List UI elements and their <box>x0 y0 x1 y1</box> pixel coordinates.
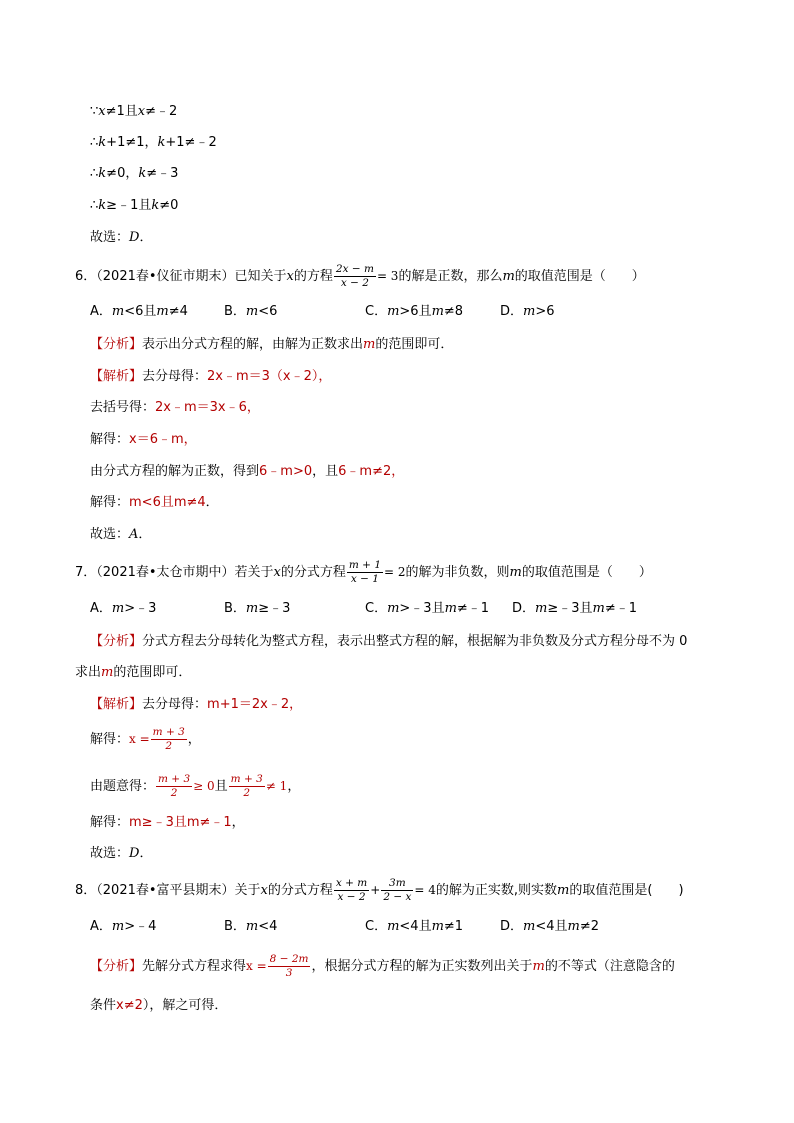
q8-option-b[interactable]: B．m<4 <box>224 919 278 934</box>
q7-option-d[interactable]: D．m≥﹣3且m≠﹣1 <box>512 601 638 616</box>
q7-condition-fraction-1: $\frac{m + 3}{2}$ <box>158 773 191 799</box>
q6-equation-fraction: $\frac{2x - m}{x - 2}$ <box>335 263 374 289</box>
top-line-2: ∴k+1≠1，k+1≠﹣2 <box>90 135 217 150</box>
q7-option-c[interactable]: C．m>﹣3且m≠﹣1 <box>365 601 490 616</box>
q7-stem: 7．（2021春•太仓市期中）若关于x的分式方程 $\frac{m + 1}{x - 1}$ = 2的解为非负数，则m的取值范围是（ ） <box>75 559 652 585</box>
q6-option-c[interactable]: C．m>6且m≠8 <box>365 304 464 319</box>
q6-solution-2: 去括号得：2x﹣m＝3x﹣6， <box>90 400 260 415</box>
q8-analysis-1: 【分析】先解分式方程求得x = $\frac{8 - 2m}{3}$ ，根据分式方程的解为正实数列出关于m的不等式（注意隐含的 <box>90 953 675 979</box>
q6-answer: 故选：A． <box>90 527 152 542</box>
q7-option-b[interactable]: B．m≥﹣3 <box>224 601 291 616</box>
top-line-4: ∴k≥﹣1且k≠0 <box>90 198 179 213</box>
q6-option-a[interactable]: A．m<6且m≠4 <box>90 304 188 319</box>
q6-solution-1: 【解析】去分母得：2x﹣m＝3（x﹣2）， <box>90 369 332 384</box>
top-line-1: ∵x≠1且x≠﹣2 <box>90 104 178 119</box>
q6-solution-4: 由分式方程的解为正数，得到6﹣m>0，且6﹣m≠2， <box>90 464 405 479</box>
q8-analysis-2: 条件x≠2），解之可得． <box>90 998 228 1013</box>
q7-solution-fraction: $\frac{m + 3}{2}$ <box>152 726 185 752</box>
q8-option-a[interactable]: A．m>﹣4 <box>90 919 157 934</box>
q6-option-b[interactable]: B．m<6 <box>224 304 278 319</box>
q8-option-c[interactable]: C．m<4且m≠1 <box>365 919 464 934</box>
q7-solution-4: 解得：m≥﹣3且m≠﹣1， <box>90 815 245 830</box>
q8-stem: 8．（2021春•富平县期末）关于x的分式方程 $\frac{x + m}{x - 2}$ + $\frac{3m}{2 - x}$ = 4的解为正实数,则实数m的取值范围是( ) <box>75 877 684 903</box>
q7-equation-fraction: $\frac{m + 1}{x - 1}$ <box>348 559 382 585</box>
q6-analysis: 【分析】表示出分式方程的解，由解为正数求出m的范围即可． <box>90 337 454 352</box>
q6-solution-5: 解得：m<6且m≠4． <box>90 495 219 510</box>
q6-option-d[interactable]: D．m>6 <box>500 304 555 319</box>
top-answer: 故选：D． <box>90 230 153 245</box>
q7-analysis-2: 求出m的范围即可． <box>75 665 192 680</box>
q7-condition-fraction-2: $\frac{m + 3}{2}$ <box>230 773 263 799</box>
q7-solution-3: 由题意得： $\frac{m + 3}{2}$ ≥ 0且 $\frac{m + 3}{2}$ ≠ 1， <box>90 773 301 799</box>
q6-solution-3: 解得：x＝6﹣m， <box>90 432 197 447</box>
q7-analysis-1: 【分析】分式方程去分母转化为整式方程，表示出整式方程的解，根据解为非负数及分式方程分母不为 0 <box>90 634 688 649</box>
q8-equation-fraction-1: $\frac{x + m}{x - 2}$ <box>335 877 368 903</box>
q7-solution-2: 解得：x = $\frac{m + 3}{2}$ ， <box>90 726 201 752</box>
q7-solution-1: 【解析】去分母得：m+1＝2x﹣2， <box>90 697 303 712</box>
top-line-3: ∴k≠0，k≠﹣3 <box>90 166 179 181</box>
q8-option-d[interactable]: D．m<4且m≠2 <box>500 919 600 934</box>
q8-equation-fraction-2: $\frac{3m}{2 - x}$ <box>383 877 412 903</box>
q8-analysis-fraction: $\frac{8 - 2m}{3}$ <box>269 953 309 979</box>
q7-answer: 故选：D． <box>90 846 153 861</box>
q7-option-a[interactable]: A．m>﹣3 <box>90 601 157 616</box>
q6-stem: 6．（2021春•仪征市期末）已知关于x的方程 $\frac{2x - m}{x - 2}$ = 3的解是正数，那么m的取值范围是（ ） <box>75 263 645 289</box>
